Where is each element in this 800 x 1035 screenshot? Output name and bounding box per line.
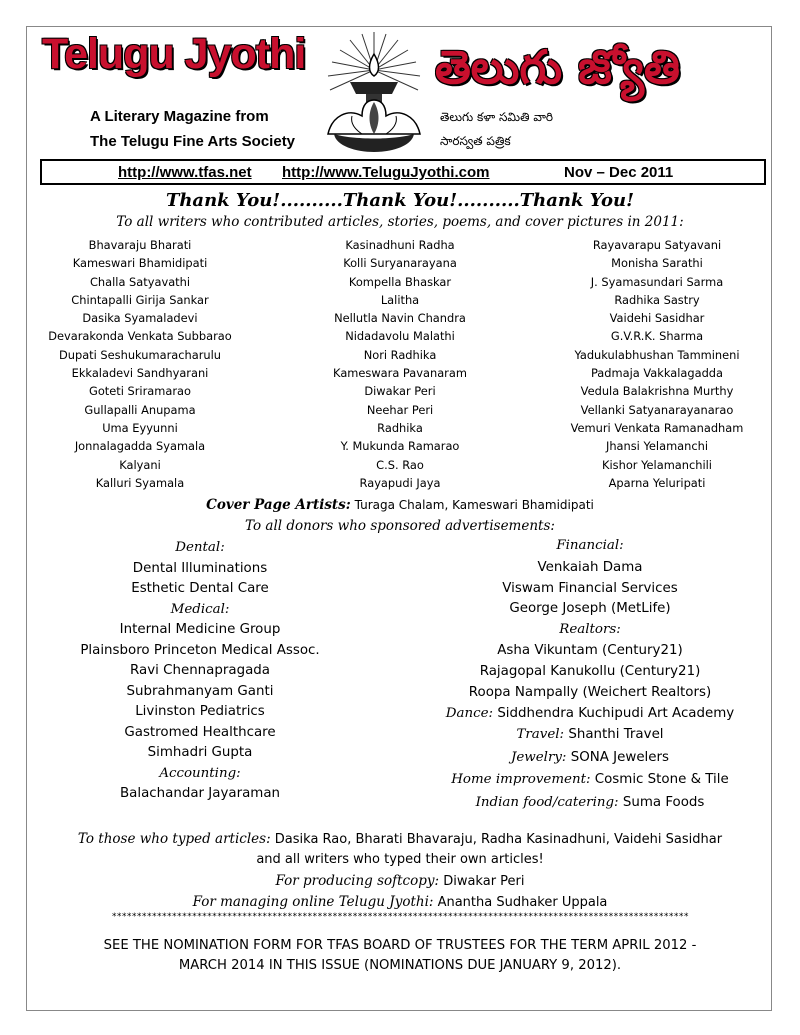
writer-name: Radhika Sastry	[614, 292, 700, 307]
donor-financial-3: George Joseph (MetLife)	[509, 601, 671, 616]
writer-name: Vedula Balakrishna Murthy	[580, 384, 734, 399]
donor-realtor-3: Roopa Nampally (Weichert Realtors)	[468, 685, 712, 700]
donor-jewelry: SONA Jewelers	[570, 750, 669, 765]
dental-label: Dental:	[175, 540, 225, 555]
online-management-label: For managing online Telugu Jyothi:	[192, 894, 434, 910]
accounting-label: Accounting:	[159, 765, 241, 781]
softcopy-name: Diwakar Peri	[443, 874, 525, 889]
writer-name: Vellanki Satyanarayanarao	[580, 402, 734, 417]
cover-artists-line	[0, 497, 800, 513]
donor-food: Suma Foods	[622, 795, 705, 810]
financial-label: Financial:	[556, 538, 624, 553]
telugujyothi-link[interactable]: http://www.TeluguJyothi.com	[282, 164, 490, 181]
writer-name: Rayavarapu Satyavani	[592, 238, 722, 252]
writer-name: Y. Mukunda Ramarao	[340, 439, 460, 454]
writer-name: Challa Satyavathi	[89, 274, 191, 289]
jewelry-label: Jewelry:	[510, 750, 567, 765]
thank-you-heading: Thank You!..........Thank You!..........Thank You!	[165, 190, 635, 211]
writer-name: Dasika Syamaladevi	[82, 311, 198, 326]
writer-name: Vaidehi Sasidhar	[609, 311, 705, 326]
home-improvement-line	[430, 772, 750, 787]
home-improvement-label: Home improvement:	[451, 772, 591, 787]
writer-name: Radhika	[377, 420, 423, 435]
donor-financial-1: Venkaiah Dama	[537, 560, 643, 575]
donor-medical-6: Gastromed Healthcare	[124, 724, 276, 740]
writer-name: Nellutla Navin Chandra	[334, 311, 466, 326]
oil-lamp-logo-icon	[322, 30, 426, 158]
donor-medical-3: Ravi Chennapragada	[130, 663, 270, 678]
donor-travel: Shanthi Travel	[568, 727, 664, 742]
writers-column-2	[270, 236, 530, 492]
writers-column-3	[530, 236, 784, 492]
writer-name: Yadukulabhushan Tammineni	[574, 347, 740, 362]
donor-dance: Siddhendra Kuchipudi Art Academy	[497, 706, 735, 721]
writer-name: J. Syamasundari Sarma	[590, 274, 724, 289]
writers-column-1	[10, 236, 270, 492]
nomination-notice	[40, 936, 760, 976]
writer-name: Kalluri Syamala	[95, 475, 185, 490]
masthead-title-telugu: తెలుగు జ్యోతి	[435, 40, 680, 94]
masthead-title-english: Telugu Jyothi	[42, 30, 306, 78]
realtors-label: Realtors:	[559, 622, 621, 637]
writer-name: Dupati Seshukumaracharulu	[58, 347, 222, 362]
donors-heading: To all donors who sponsored advertisements:	[245, 518, 555, 534]
nomination-notice-line1: SEE THE NOMINATION FORM FOR TFAS BOARD OF TRUSTEES FOR THE TERM APRIL 2012 -	[103, 938, 697, 953]
cover-artists-names: Turaga Chalam, Kameswari Bhamidipati	[354, 498, 594, 512]
writer-name: C.S. Rao	[376, 457, 424, 472]
donor-medical-1: Internal Medicine Group	[119, 622, 281, 637]
subtitle-telugu-line2: సారస్వత పత్రిక	[440, 134, 511, 148]
donor-medical-4: Subrahmanyam Ganti	[126, 683, 274, 699]
writer-name: Jhansi Yelamanchi	[605, 439, 709, 454]
donor-medical-2: Plainsboro Princeton Medical Assoc.	[80, 642, 320, 658]
jewelry-line	[430, 750, 750, 765]
food-line	[430, 795, 750, 810]
writer-name: Chintapalli Girija Sankar	[71, 292, 209, 307]
writer-name: Ekkaladevi Sandhyarani	[71, 366, 209, 381]
writer-name: Kameswara Pavanaram	[333, 366, 467, 381]
tfas-link[interactable]: http://www.tfas.net	[118, 164, 252, 181]
softcopy-label: For producing softcopy:	[275, 873, 440, 889]
subtitle-telugu-line1: తెలుగు కళా సమితి వారి	[440, 110, 554, 124]
writer-name: Gullapalli Anupama	[84, 402, 196, 417]
writer-name: Aparna Yeluripati	[608, 475, 706, 490]
writer-name: Kolli Suryanarayana	[343, 256, 457, 271]
subtitle-english-line1: A Literary Magazine from	[90, 108, 269, 125]
donor-medical-5: Livinston Pediatrics	[135, 704, 265, 719]
writer-name: G.V.R.K. Sharma	[610, 329, 704, 344]
writer-name: Lalitha	[380, 292, 420, 307]
donor-accounting-1: Balachandar Jayaraman	[119, 786, 281, 801]
writer-name: Devarakonda Venkata Subbarao	[48, 329, 232, 344]
donor-financial-2: Viswam Financial Services	[502, 581, 678, 596]
writer-name: Diwakar Peri	[364, 384, 436, 399]
writer-name: Kasinadhuni Radha	[345, 238, 455, 252]
medical-label: Medical:	[170, 601, 230, 617]
donor-dental-2: Esthetic Dental Care	[131, 581, 269, 596]
typed-articles-line	[0, 831, 800, 847]
online-management-name: Anantha Sudhaker Uppala	[437, 895, 608, 910]
typed-articles-label: To those who typed articles:	[77, 831, 271, 847]
writer-name: Jonnalagadda Syamala	[74, 439, 206, 454]
writer-name: Kishor Yelamanchili	[602, 457, 712, 472]
food-label: Indian food/catering:	[475, 795, 619, 810]
writer-name: Nidadavolu Malathi	[345, 329, 455, 344]
writer-name: Bhavaraju Bharati	[88, 238, 192, 252]
url-bar	[40, 159, 766, 185]
dance-label: Dance:	[445, 706, 494, 721]
writer-name: Vemuri Venkata Ramanadham	[570, 420, 744, 435]
writer-name: Padmaja Vakkalagadda	[590, 366, 724, 381]
writers-heading: To all writers who contributed articles, stories, poems, and cover pictures in 2011:	[116, 214, 684, 230]
writer-name: Monisha Sarathi	[611, 256, 703, 271]
donor-realtor-1: Asha Vikuntam (Century21)	[497, 643, 683, 658]
writer-name: Kameswari Bhamidipati	[72, 256, 208, 271]
donor-dental-1: Dental Illuminations	[132, 560, 268, 576]
writer-name: Kalyani	[119, 457, 161, 472]
donors-left-column	[50, 538, 350, 805]
typed-articles-names: Dasika Rao, Bharati Bhavaraju, Radha Kasinadhuni, Vaidehi Sasidhar	[274, 832, 723, 847]
dance-line	[430, 706, 750, 721]
softcopy-line	[0, 873, 800, 889]
donor-home-improvement: Cosmic Stone & Tile	[594, 772, 729, 787]
donor-realtor-2: Rajagopal Kanukollu (Century21)	[479, 664, 701, 679]
separator-stars: *******************************************************************************************************************	[111, 912, 689, 922]
donor-medical-7: Simhadri Gupta	[147, 745, 253, 760]
writer-name: Nori Radhika	[363, 347, 437, 362]
travel-label: Travel:	[516, 727, 565, 742]
typed-own-articles-line: and all writers who typed their own articles!	[256, 852, 544, 867]
online-management-line	[0, 894, 800, 910]
subtitle-english-line2: The Telugu Fine Arts Society	[90, 133, 296, 150]
travel-line	[430, 727, 750, 742]
writer-name: Kompella Bhaskar	[348, 274, 452, 289]
cover-artists-label: Cover Page Artists:	[206, 497, 351, 513]
writer-name: Rayapudi Jaya	[359, 475, 441, 490]
writer-name: Uma Eyyunni	[102, 420, 178, 435]
writer-name: Neehar Peri	[366, 402, 434, 417]
nomination-notice-line2: MARCH 2014 IN THIS ISSUE (NOMINATIONS DUE JANUARY 9, 2012).	[178, 958, 622, 973]
issue-date: Nov – Dec 2011	[564, 164, 674, 181]
writer-name: Goteti Sriramarao	[89, 384, 191, 399]
